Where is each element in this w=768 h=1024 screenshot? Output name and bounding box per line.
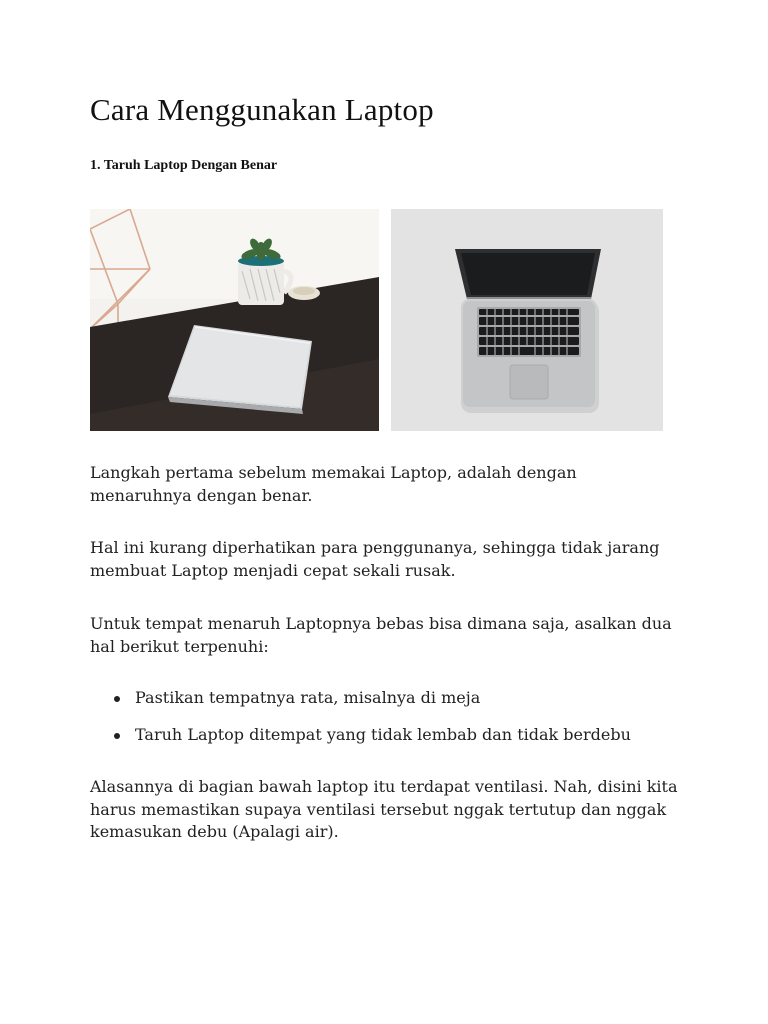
document-page	[90, 0, 678, 1024]
paragraph-3: Untuk tempat menaruh Laptopnya bebas bisa dimana saja, asalkan dua hal berikut terpenuhi:	[90, 614, 672, 656]
paragraph-4: Alasannya di bagian bawah laptop itu terdapat ventilasi. Nah, disini kita harus memastikan supaya ventilasi tersebut nggak tertutup dan nggak kemasukan debu (Apalagi air).	[90, 777, 678, 841]
photo-closed-laptop-on-desk	[90, 209, 379, 431]
bullet-icon	[114, 733, 120, 739]
photo-open-laptop-top-view	[391, 209, 663, 431]
bullet-list	[90, 687, 678, 760]
list-item-text: Taruh Laptop ditempat yang tidak lembab dan tidak berdebu	[135, 724, 631, 744]
section-heading: 1. Taruh Laptop Dengan Benar	[90, 158, 278, 173]
paragraph-1: Langkah pertama sebelum memakai Laptop, adalah dengan menaruhnya dengan benar.	[90, 463, 577, 505]
laptop-on-desk-photo	[90, 209, 379, 431]
open-laptop-top-view-photo	[391, 209, 663, 431]
page-title: Cara Menggunakan Laptop	[90, 92, 434, 127]
list-item	[90, 724, 678, 747]
list-item-text: Pastikan tempatnya rata, misalnya di meja	[135, 688, 481, 707]
paragraph-2: Hal ini kurang diperhatikan para penggunanya, sehingga tidak jarang membuat Laptop menjadi cepat sekali rusak.	[90, 538, 660, 580]
list-item	[90, 687, 678, 710]
bullet-icon	[114, 696, 120, 702]
